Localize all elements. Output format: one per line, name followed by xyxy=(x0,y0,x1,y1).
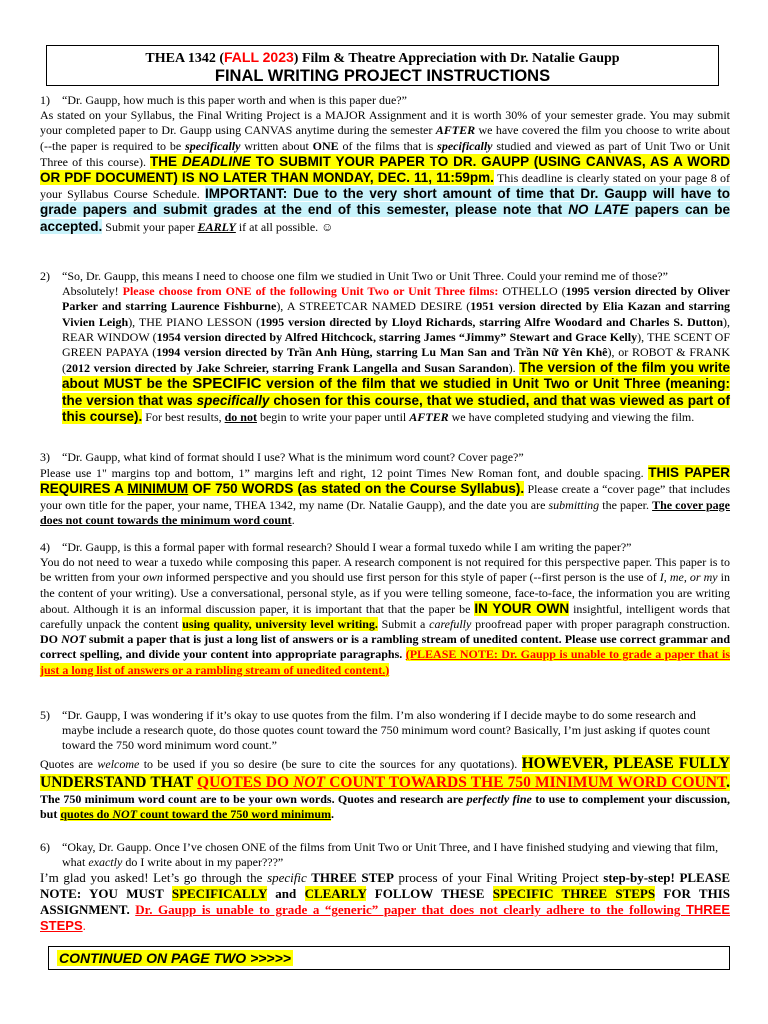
semester-label: FALL 2023 xyxy=(224,49,294,65)
section-6 xyxy=(40,840,730,934)
section-4 xyxy=(40,540,730,678)
course-line: THEA 1342 (FALL 2023) Film & Theatre Appreciation with Dr. Natalie Gaupp xyxy=(145,49,620,66)
section-5 xyxy=(40,708,730,822)
answer-1: As stated on your Syllabus, the Final Writing Project is a MAJOR Assignment and it is worth 30% of your semester grade. You may submit your completed paper to Dr. Gaupp using CANVAS anytime during the semester AFTER we have covered the film you choose to write about (--the paper is required to be specifically written about ONE of the films that is specifically studied and viewed as part of Unit Two or Unit Three of this course). THE DEADLINE TO SUBMIT YOUR PAPER TO DR. GAUPP (USING CANVAS, AS A WORD OR PDF DOCUMENT) IS NO LATER THAN MONDAY, DEC. 11, 11:59pm. This deadline is clearly stated on your page 8 of your Syllabus Course Schedule. IMPORTANT: Due to the very short amount of time that Dr. Gaupp will have to grade papers and submit grades at the end of this semester, please note that NO LATE papers can be accepted. Submit your paper EARLY if at all possible. ☺ xyxy=(40,108,730,234)
continued-label: CONTINUED ON PAGE TWO >>>>> xyxy=(59,950,291,966)
section-1 xyxy=(40,93,730,235)
document-title: FINAL WRITING PROJECT INSTRUCTIONS xyxy=(214,67,551,85)
answer-2: Absolutely! Please choose from ONE of the following Unit Two or Unit Three films: OTHELLO (1995 version directed by Oliver Parker and starring Laurence Fishburne), A STREETCAR NAMED DESIRE (1951 version directed by Elia Kazan and starring Vivien Leigh), THE PIANO LESSON (1995 version directed by Lloyd Richards, starring Alfre Woodard and Charles S. Dutton), REAR WINDOW (1954 version directed by Alfred Hitchcock, starring James “Jimmy” Stewart and Grace Kelly), THE SCENT OF GREEN PAPAYA (1994 version directed by Trần Anh Hùng, starring Lu Man San and Trần Nữ Yên Khê), or ROBOT & FRANK (2012 version directed by Jake Schreier, starring Frank Langella and Susan Sarandon). The version of the film you write about MUST be the SPECIFIC version of the film that we studied in Unit Two or Unit Three (meaning: the version that was specifically chosen for this course, that we studied, and that was viewed as part of this course). For best results, do not begin to write your paper until AFTER we have completed studying and viewing the film. xyxy=(62,284,731,424)
continued-box xyxy=(48,946,730,970)
question-3: 3) “Dr. Gaupp, what kind of format should I use? What is the minimum word count? Cover page?” xyxy=(40,450,524,464)
question-1: 1) “Dr. Gaupp, how much is this paper worth and when is this paper due?” xyxy=(40,93,407,107)
section-3 xyxy=(40,450,730,528)
question-5: 5) “Dr. Gaupp, I was wondering if it’s okay to use quotes from the film. I’m also wondering if I decide maybe to do some research and maybe include a research quote, do those quotes count toward the 750 minimum word count? Basically, I’m just asking if quotes count toward the 750 word minimum word count.” xyxy=(40,708,711,753)
section-2 xyxy=(40,269,730,425)
minimum-words-notice: THIS PAPER REQUIRES A MINIMUM OF 750 WORDS (as stated on the Course Syllabus). xyxy=(40,465,731,497)
important-notice: IMPORTANT: Due to the very short amount of time that Dr. Gaupp will have to grade papers and submit grades at the end of this semester, please note that NO LATE papers can be accepted. xyxy=(40,186,730,234)
question-6: 6) “Okay, Dr. Gaupp. Once I’ve chosen ONE of the films from Unit Two or Unit Three, and I have finished studying and viewing that film, what exactly do I write about in my paper???” xyxy=(40,840,719,870)
question-2: 2) “So, Dr. Gaupp, this means I need to choose one film we studied in Unit Two or Unit Three. Could your remind me of those?” xyxy=(40,269,668,283)
answer-5: Quotes are welcome to be used if you so desire (be sure to cite the sources for any quotations). HOWEVER, PLEASE FULLY UNDERSTAND THAT QUOTES DO NOT COUNT TOWARDS THE 750 MINIMUM WORD COUNT. The 750 minimum word count are to be your own words. Quotes and research are perfectly fine to use to complement your discussion, but quotes do NOT count toward the 750 word minimum. xyxy=(40,754,731,821)
answer-6: I’m glad you asked! Let’s go through the specific THREE STEP process of your Final Writing Project step-by-step! PLEASE NOTE: YOU MUST SPECIFICALLY and CLEARLY FOLLOW THESE SPECIFIC THREE STEPS FOR THIS ASSIGNMENT. Dr. Gaupp is unable to grade a “generic” paper that does not clearly adhere to the following THREE STEPS. xyxy=(40,870,731,934)
quotes-notice: HOWEVER, PLEASE FULLY UNDERSTAND THAT QUOTES DO NOT COUNT TOWARDS THE 750 MINIMUM WORD COUNT. xyxy=(40,754,731,791)
deadline-notice: THE DEADLINE TO SUBMIT YOUR PAPER TO DR. GAUPP (USING CANVAS, AS A WORD OR PDF DOCUMENT) IS NO LATER THAN MONDAY, DEC. 11, 11:59pm. xyxy=(40,153,730,186)
version-notice: The version of the film you write about MUST be the SPECIFIC version of the film that we studied in Unit Two or Unit Three (meaning: the version that was specifically chosen for this course, that we studied, and that was viewed as part of this course). xyxy=(62,360,731,424)
header-box xyxy=(46,45,719,86)
answer-3: Please use 1" margins top and bottom, 1” margins left and right, 12 point Times New Roman font, and double spacing. THIS PAPER REQUIRES A MINIMUM OF 750 WORDS (as stated on the Course Syllabus). Please create a “cover page” that includes your own title for the paper, your name, THEA 1342, my name (Dr. Natalie Gaupp), and the date you are submitting the paper. The cover page does not count towards the minimum word count. xyxy=(40,465,731,527)
question-4: 4) “Dr. Gaupp, is this a formal paper with formal research? Should I wear a formal tuxedo while I am writing the paper?” xyxy=(40,540,632,554)
answer-4: You do not need to wear a tuxedo while composing this paper. A research component is not required for this perspective paper. This paper is to be written from your own informed perspective and you should use first person for this style of paper (--first person is the use of I, me, or my in the content of your writing). Use a conversational, personal style, as if you were telling someone, face-to-face, the information you are writing about. Although it is an informal discussion paper, it is important that that the paper be IN YOUR OWN insightful, intelligent words that carefully unpack the content using quality, university level writing. Submit a carefully proofread paper with proper paragraph construction. DO NOT submit a paper that is just a long list of answers or is a rambling stream of unedited content. Please use correct grammar and correct spelling, and divide your content into appropriate paragraphs. (PLEASE NOTE: Dr. Gaupp is unable to grade a paper that is just a long list of answers or a rambling stream of unedited content.) xyxy=(40,555,731,677)
